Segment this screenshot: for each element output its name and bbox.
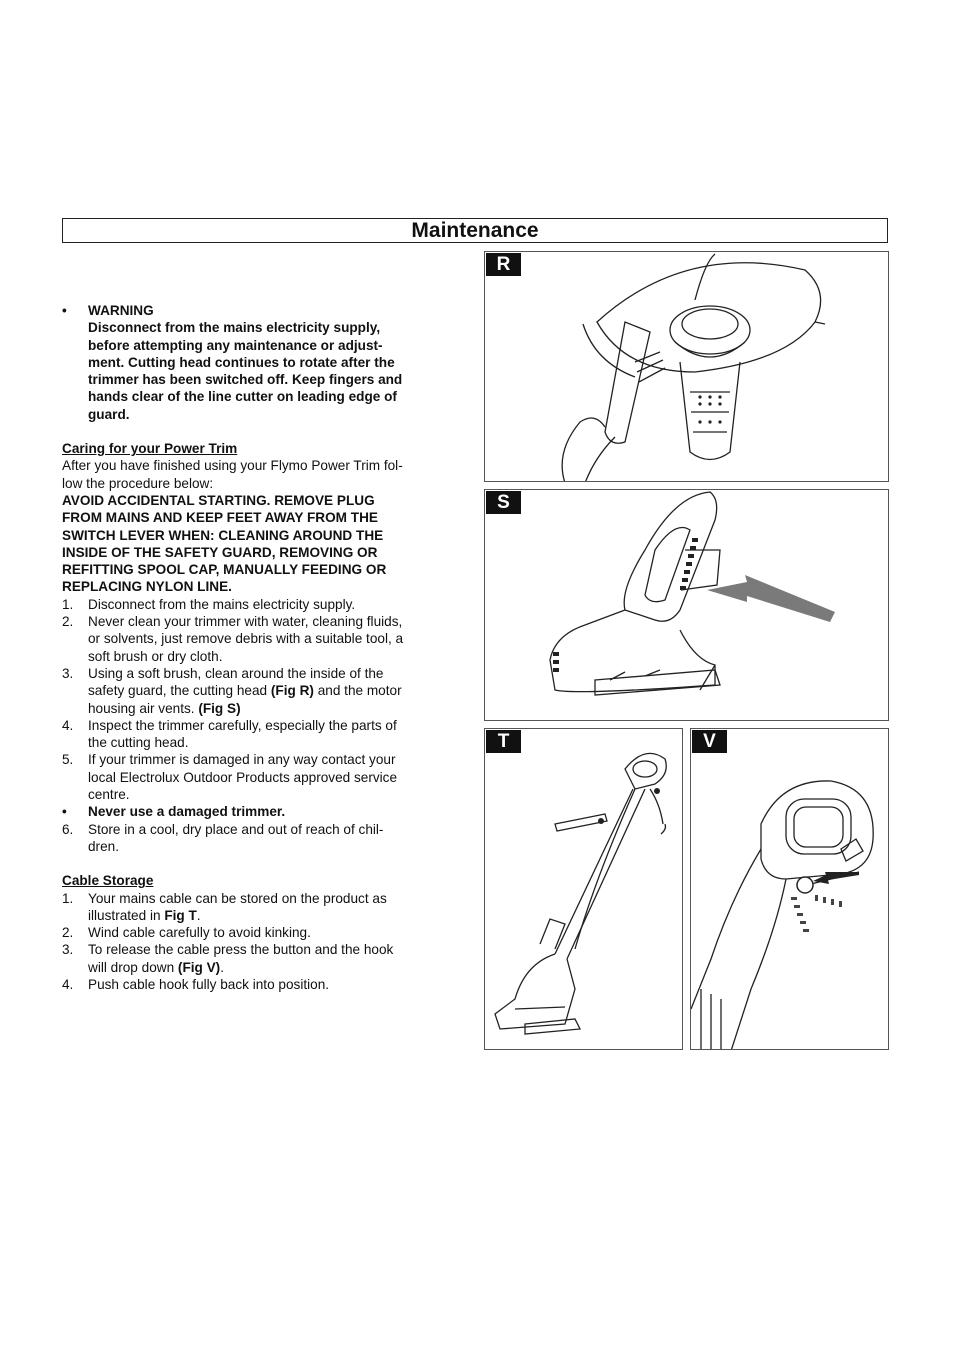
caution-line: REFITTING SPOOL CAP, MANUALLY FEEDING OR — [62, 562, 387, 578]
caution-line: REPLACING NYLON LINE. — [62, 579, 232, 595]
item-text: soft brush or dry cloth. — [88, 648, 223, 664]
list-item — [62, 613, 468, 665]
caring-intro: low the procedure below: — [62, 475, 214, 491]
bullet: • — [62, 804, 67, 820]
title-box — [62, 218, 888, 243]
item-text: Using a soft brush, clean around the inside of the — [88, 665, 384, 681]
item-text: If your trimmer is damaged in any way contact your — [88, 752, 396, 768]
item-number: 5. — [62, 752, 74, 768]
warning-line: ment. Cutting head continues to rotate after the — [88, 354, 395, 370]
item-text: Inspect the trimmer carefully, especially the parts of — [88, 717, 397, 733]
item-text: dren. — [88, 838, 119, 854]
figure-s-label: S — [486, 491, 521, 514]
figure-t-illustration — [485, 729, 683, 1050]
item-text: local Electrolux Outdoor Products approved service — [88, 769, 398, 785]
figure-s-illustration — [485, 490, 889, 721]
item-number: 3. — [62, 665, 74, 681]
figure-v-label: V — [692, 730, 727, 753]
warning-line: guard. — [88, 406, 130, 422]
cable-heading: Cable Storage — [62, 873, 154, 889]
figure-t-label: T — [486, 730, 521, 753]
list-item — [62, 924, 468, 941]
caution-line: SWITCH LEVER WHEN: CLEANING AROUND THE — [62, 527, 384, 543]
figure-v — [690, 728, 889, 1050]
item-text: Push cable hook fully back into position. — [88, 976, 330, 992]
item-number: 3. — [62, 942, 74, 958]
item-text: To release the cable press the button and the hook — [88, 942, 394, 958]
caring-heading: Caring for your Power Trim — [62, 441, 238, 457]
item-text: Disconnect from the mains electricity supply. — [88, 596, 356, 612]
item-number: 4. — [62, 976, 74, 992]
item-text: centre. — [88, 787, 130, 803]
item-number: 6. — [62, 821, 74, 837]
warning-line: trimmer has been switched off. Keep fingers and — [88, 372, 403, 388]
warning-heading: WARNING — [88, 303, 154, 318]
figure-r-label: R — [486, 253, 521, 276]
list-item — [62, 596, 468, 613]
item-text: will drop down (Fig V). — [88, 959, 224, 975]
caring-intro: After you have finished using your Flymo Power Trim fol- — [62, 458, 403, 474]
caution-line: FROM MAINS AND KEEP FEET AWAY FROM THE — [62, 510, 378, 526]
list-item — [62, 821, 468, 856]
caution-line: AVOID ACCIDENTAL STARTING. REMOVE PLUG — [62, 492, 375, 508]
page-title: Maintenance — [411, 219, 539, 242]
figure-v-illustration — [691, 729, 889, 1050]
item-text: illustrated in Fig T. — [88, 907, 201, 923]
item-text: Never use a damaged trimmer. — [88, 804, 286, 820]
list-item — [62, 803, 468, 820]
item-text: or solvents, just remove debris with a suitable tool, a — [88, 631, 404, 647]
figure-r-illustration — [485, 252, 889, 482]
figure-r — [484, 251, 889, 482]
list-item — [62, 941, 468, 976]
item-number: 1. — [62, 596, 74, 612]
item-text: Store in a cool, dry place and out of reach of chil- — [88, 821, 384, 837]
list-item — [62, 890, 468, 925]
figure-s — [484, 489, 889, 721]
item-number: 1. — [62, 890, 74, 906]
item-text: housing air vents. (Fig S) — [88, 700, 241, 716]
list-item — [62, 665, 468, 717]
list-item — [62, 751, 468, 803]
item-number: 4. — [62, 717, 74, 733]
warning-line: before attempting any maintenance or adjust- — [88, 337, 383, 353]
list-item — [62, 976, 468, 993]
item-text: Wind cable carefully to avoid kinking. — [88, 925, 311, 941]
item-text: Never clean your trimmer with water, cleaning fluids, — [88, 614, 403, 630]
item-text: Your mains cable can be stored on the product as — [88, 890, 387, 906]
warning-block — [62, 302, 468, 423]
list-item — [62, 717, 468, 752]
item-text: safety guard, the cutting head (Fig R) and the motor — [88, 683, 402, 699]
warning-line: hands clear of the line cutter on leading edge of — [88, 389, 397, 405]
text-column — [62, 302, 468, 993]
bullet: • — [62, 303, 67, 318]
figure-t — [484, 728, 683, 1050]
caution-line: INSIDE OF THE SAFETY GUARD, REMOVING OR — [62, 544, 378, 560]
item-number: 2. — [62, 614, 74, 630]
item-number: 2. — [62, 925, 74, 941]
item-text: the cutting head. — [88, 735, 189, 751]
warning-line: Disconnect from the mains electricity supply, — [88, 320, 381, 336]
